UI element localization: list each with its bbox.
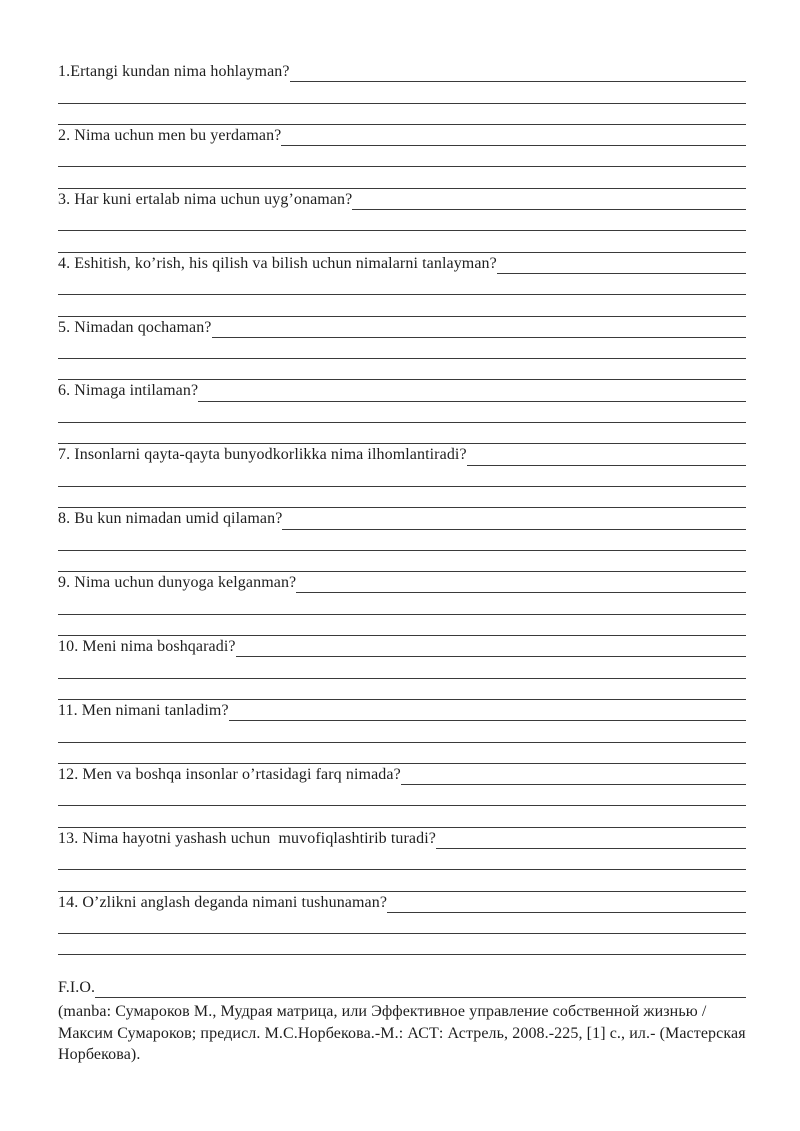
answer-blank-line (58, 615, 746, 636)
answer-blank-line (229, 700, 746, 721)
answer-blank-line (58, 657, 746, 678)
question-block (58, 380, 746, 444)
answer-blank-line (58, 785, 746, 806)
answer-blank-line (58, 913, 746, 934)
blank-gap (58, 955, 746, 976)
answer-blank-line (58, 466, 746, 487)
fio-blank-line (95, 977, 746, 998)
answer-blank-line (58, 679, 746, 700)
answer-blank-line (58, 359, 746, 380)
answer-blank-line (58, 274, 746, 295)
question-block (58, 125, 746, 189)
fio-row (58, 977, 746, 998)
citation-line: Норбекова). (58, 1046, 141, 1064)
question-row (58, 253, 746, 274)
question-row (58, 572, 746, 593)
question-row (58, 636, 746, 657)
answer-blank-line (58, 295, 746, 316)
question-text: 2. Nima uchun men bu yerdaman? (58, 126, 282, 144)
answer-blank-line (58, 104, 746, 125)
question-text: 12. Men va boshqa insonlar o’rtasidagi farq nimada? (58, 765, 401, 783)
answer-blank-line (497, 253, 746, 274)
answer-blank-line (58, 806, 746, 827)
question-text: 11. Men nimani tanladim? (58, 701, 229, 719)
answer-blank-line (436, 828, 746, 849)
answer-blank-line (236, 636, 746, 657)
citation (58, 1001, 746, 1066)
question-row (58, 700, 746, 721)
question-row (58, 380, 746, 401)
question-block (58, 317, 746, 381)
question-text: 3. Har kuni ertalab nima uchun uyg’onaman? (58, 190, 353, 208)
answer-blank-line (58, 487, 746, 508)
question-text: 10. Meni nima boshqaradi? (58, 638, 236, 656)
answer-blank-line (58, 934, 746, 955)
question-text: 4. Eshitish, ko’rish, his qilish va bilish uchun nimalarni tanlayman? (58, 254, 497, 272)
question-block (58, 444, 746, 508)
answer-blank-line (58, 210, 746, 231)
answer-blank-line (58, 530, 746, 551)
questions-list (58, 61, 746, 955)
answer-blank-line (58, 870, 746, 891)
citation-line: (manba: Сумароков М., Мудрая матрица, или Эффективное управление собственной жизнью / (58, 1003, 707, 1021)
answer-blank-line (58, 146, 746, 167)
question-text: 9. Nima uchun dunyoga kelganman? (58, 574, 297, 592)
question-row (58, 508, 746, 529)
answer-blank-line (58, 82, 746, 103)
question-block (58, 61, 746, 125)
question-block (58, 189, 746, 253)
question-text: 1.Ertangi kundan nima hohlayman? (58, 63, 290, 80)
answer-blank-line (401, 764, 746, 785)
answer-blank-line (58, 423, 746, 444)
question-text: 6. Nimaga intilaman? (58, 382, 199, 400)
question-row (58, 444, 746, 465)
citation-line: Максим Сумароков; предисл. М.С.Норбекова.-М.: АСТ: Астрель, 2008.-225, [1] с., ил.- (Мастерская (58, 1024, 746, 1042)
answer-blank-line (58, 593, 746, 614)
questionnaire (58, 61, 746, 1066)
answer-blank-line (58, 338, 746, 359)
question-row (58, 61, 746, 82)
question-row (58, 317, 746, 338)
answer-blank-line (198, 380, 746, 401)
fio-label: F.I.O. (58, 978, 96, 996)
answer-blank-line (58, 743, 746, 764)
answer-blank-line (281, 125, 746, 146)
question-row (58, 764, 746, 785)
question-block (58, 636, 746, 700)
question-row (58, 892, 746, 913)
question-text: 7. Insonlarni qayta-qayta bunyodkorlikka nima ilhomlantiradi? (58, 446, 467, 464)
answer-blank-line (58, 849, 746, 870)
question-text: 5. Nimadan qochaman? (58, 318, 212, 336)
question-block (58, 764, 746, 828)
question-text: 14. O’zlikni anglash deganda nimani tushunaman? (58, 893, 388, 911)
answer-blank-line (290, 61, 746, 82)
answer-blank-line (58, 167, 746, 188)
question-row (58, 828, 746, 849)
question-text: 13. Nima hayotni yashash uchun muvofiqlashtirib turadi? (58, 829, 436, 847)
answer-blank-line (467, 444, 746, 465)
answer-blank-line (352, 189, 746, 210)
question-text: 8. Bu kun nimadan umid qilaman? (58, 510, 283, 528)
question-block (58, 572, 746, 636)
answer-blank-line (296, 572, 746, 593)
answer-blank-line (58, 402, 746, 423)
answer-blank-line (282, 508, 746, 529)
answer-blank-line (212, 317, 747, 338)
question-row (58, 125, 746, 146)
question-row (58, 189, 746, 210)
answer-blank-line (58, 551, 746, 572)
question-block (58, 828, 746, 892)
answer-blank-line (58, 721, 746, 742)
question-block (58, 253, 746, 317)
answer-blank-line (387, 892, 746, 913)
question-block (58, 700, 746, 764)
question-block (58, 892, 746, 956)
question-block (58, 508, 746, 572)
answer-blank-line (58, 231, 746, 252)
